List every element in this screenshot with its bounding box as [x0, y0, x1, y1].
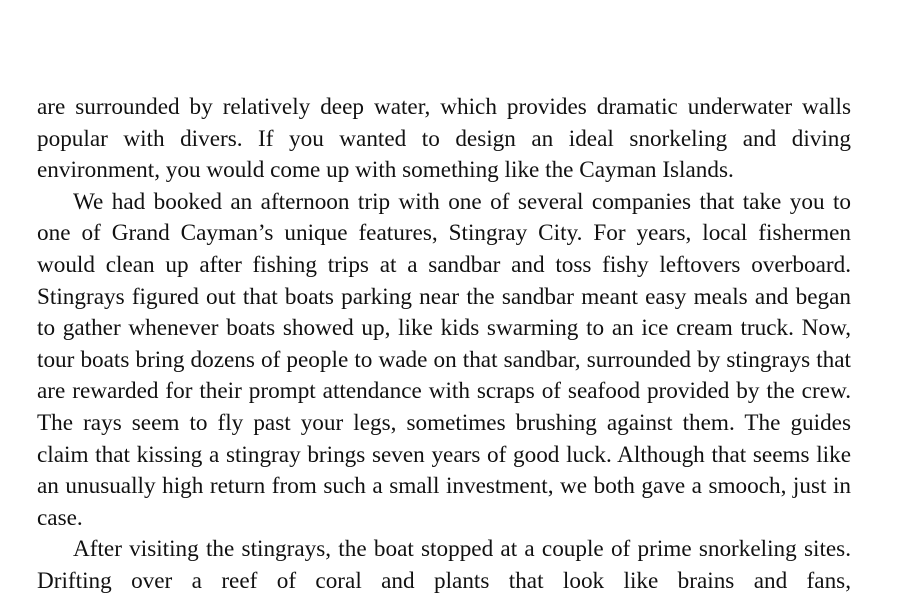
paragraph-1: are surrounded by relatively deep water, which provides dramatic underwater walls popular with divers. If you wanted to design an ideal snorkeling and diving environment, you would come up with something like the Cayman Islands.	[37, 94, 851, 184]
page-text	[37, 92, 851, 598]
paragraph-2: We had booked an afternoon trip with one of several companies that take you to one of Grand Cayman’s unique features, Stingray City. For years, local fishermen would clean up after fishing trips at a sandbar and toss fishy leftovers overboard. Stingrays figured out that boats parking near the sandbar meant easy meals and began to gather whenever boats showed up, like kids swarming to an ice cream truck. Now, tour boats bring dozens of people to wade on that sandbar, surrounded by stingrays that are rewarded for their prompt attendance with scraps of seafood provided by the crew. The rays seem to fly past your legs, sometimes brushing against them. The guides claim that kissing a stingray brings seven years of good luck. Although that seems like an unusually high return from such a small investment, we both gave a smooch, just in case.	[37, 188, 851, 531]
paragraph-3: After visiting the stingrays, the boat stopped at a couple of prime snorkeling sites. Drifting over a reef of coral and plants that look like brains and fans,	[37, 536, 851, 594]
